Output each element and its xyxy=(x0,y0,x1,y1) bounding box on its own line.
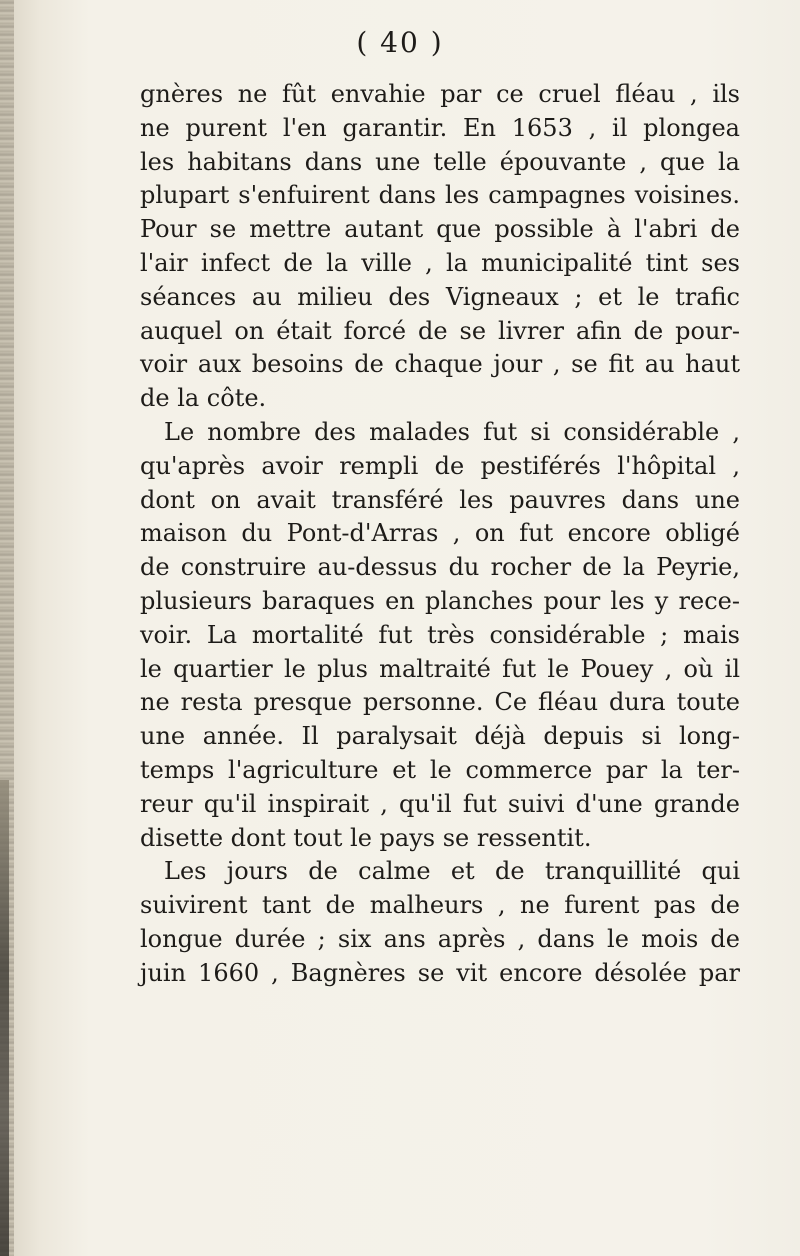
text-line: temps l'agriculture et le commerce par la ter- xyxy=(140,755,740,784)
text-line: Les jours de calme et de tranquillité qui xyxy=(164,857,740,886)
text-line: dont on avait transféré les pauvres dans une xyxy=(140,485,740,514)
text-line: de la côte. xyxy=(140,384,267,413)
text-line: longue durée ; six ans après , dans le mois de xyxy=(140,924,740,953)
text-line: qu'après avoir rempli de pestiférés l'hôpital , xyxy=(140,451,740,480)
text-line: l'air infect de la ville , la municipalité tint ses xyxy=(140,248,740,277)
text-line: de construire au-dessus du rocher de la Peyrie, xyxy=(140,553,740,582)
text-line: séances au milieu des Vigneaux ; et le trafic xyxy=(140,282,740,311)
text-line: plusieurs baraques en planches pour les y rece- xyxy=(140,586,740,615)
text-line: le quartier le plus maltraité fut le Pouey , où il xyxy=(140,654,740,683)
body-text xyxy=(140,78,740,991)
text-line: reur qu'il inspirait , qu'il fut suivi d'une grande xyxy=(140,789,740,818)
text-line: suivirent tant de malheurs , ne furent pas de xyxy=(140,891,740,920)
text-line: juin 1660 , Bagnères se vit encore désolée par xyxy=(140,958,740,987)
text-line: Le nombre des malades fut si considérable , xyxy=(164,417,740,446)
text-line: gnères ne fût envahie par ce cruel fléau , ils xyxy=(140,80,740,108)
text-line: plupart s'enfuirent dans les campagnes voisines. xyxy=(140,181,740,210)
text-line: voir aux besoins de chaque jour , se fit au haut xyxy=(140,350,740,379)
text-line: ne purent l'en garantir. En 1653 , il plongea xyxy=(140,113,740,142)
text-line: auquel on était forcé de se livrer afin de pour- xyxy=(140,316,740,345)
text-line: Pour se mettre autant que possible à l'abri de xyxy=(140,215,740,244)
page-number: ( 40 ) xyxy=(356,26,444,59)
book-binding-shadow xyxy=(0,780,9,1256)
text-line: une année. Il paralysait déjà depuis si long- xyxy=(140,722,740,751)
text-line: disette dont tout le pays se ressentit. xyxy=(140,823,592,852)
text-line: voir. La mortalité fut très considérable ; mais xyxy=(140,620,740,649)
text-line: maison du Pont-d'Arras , on fut encore obligé xyxy=(140,519,740,548)
text-line: ne resta presque personne. Ce fléau dura toute xyxy=(140,688,740,717)
text-line: les habitans dans une telle épouvante , que la xyxy=(140,147,740,176)
